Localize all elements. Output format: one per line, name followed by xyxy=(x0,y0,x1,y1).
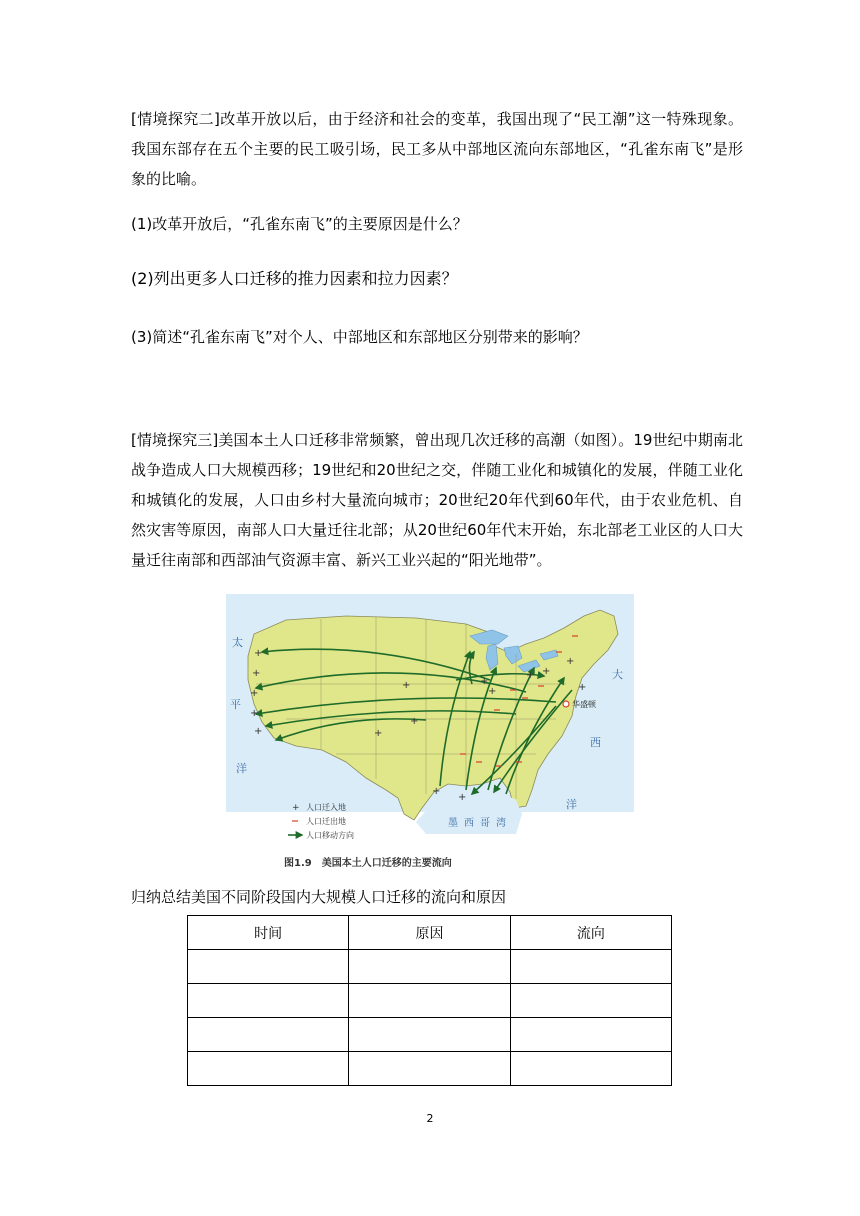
svg-text:+: + xyxy=(432,786,441,797)
table-cell[interactable] xyxy=(349,1018,510,1052)
svg-text:+: + xyxy=(292,803,300,813)
svg-text:+: + xyxy=(374,728,383,739)
header-reason: 原因 xyxy=(349,916,510,950)
svg-text:+: + xyxy=(458,792,467,803)
atlantic-char-1: 大 xyxy=(612,668,623,681)
legend-out: 人口迁出地 xyxy=(306,817,346,826)
table-row xyxy=(188,1052,672,1086)
svg-text:+: + xyxy=(480,676,489,687)
map-caption: 图1.9 美国本土人口迁移的主要流向 xyxy=(284,858,452,869)
gulf-label: 墨西哥湾 xyxy=(448,818,512,829)
header-time: 时间 xyxy=(188,916,349,950)
svg-text:+: + xyxy=(254,648,263,659)
legend-direction: 人口移动方向 xyxy=(306,831,354,840)
svg-text:+: + xyxy=(250,708,259,719)
header-direction: 流向 xyxy=(510,916,671,950)
table-cell[interactable] xyxy=(349,984,510,1018)
table-row xyxy=(188,950,672,984)
summary-title: 归纳总结美国不同阶段国内大规模人口迁移的流向和原因 xyxy=(131,888,507,906)
svg-text:+: + xyxy=(410,716,419,727)
table-cell[interactable] xyxy=(510,950,671,984)
question-3: (3)简述“孔雀东南飞”对个人、中部地区和东部地区分别带来的影响？ xyxy=(131,328,588,346)
pacific-char-1: 太 xyxy=(232,636,243,649)
table-header-row xyxy=(188,916,672,950)
washington-marker xyxy=(563,701,569,707)
table-cell[interactable] xyxy=(510,984,671,1018)
svg-text:+: + xyxy=(250,688,259,699)
table-cell[interactable] xyxy=(349,1052,510,1086)
table-cell[interactable] xyxy=(188,950,349,984)
table-cell[interactable] xyxy=(349,950,510,984)
table-cell[interactable] xyxy=(188,1018,349,1052)
pacific-char-2: 平 xyxy=(230,698,241,711)
svg-text:+: + xyxy=(542,666,551,677)
map-legend xyxy=(288,802,354,840)
svg-text:+: + xyxy=(578,682,587,693)
page-number: 2 xyxy=(426,1112,434,1125)
us-migration-map xyxy=(226,594,634,876)
svg-text:+: + xyxy=(402,680,411,691)
question-2: (2)列出更多人口迁移的推力因素和拉力因素？ xyxy=(131,269,458,288)
table-row xyxy=(188,984,672,1018)
summary-table xyxy=(187,915,672,1086)
svg-text:+: + xyxy=(566,656,575,667)
city-label: 华盛顿 xyxy=(572,700,596,709)
table-cell[interactable] xyxy=(510,1052,671,1086)
svg-text:+: + xyxy=(252,668,261,679)
table-cell[interactable] xyxy=(188,984,349,1018)
table-row xyxy=(188,1018,672,1052)
svg-text:+: + xyxy=(254,726,263,737)
atlantic-char-3: 洋 xyxy=(566,798,577,811)
question-1: (1)改革开放后，“孔雀东南飞”的主要原因是什么？ xyxy=(131,215,468,233)
pacific-char-3: 洋 xyxy=(236,762,247,775)
svg-text:+: + xyxy=(488,686,497,697)
legend-in: 人口迁入地 xyxy=(306,803,346,812)
section2-intro: [情境探究二]改革开放以后，由于经济和社会的变革，我国出现了“民工潮”这一特殊现象。我国东部存在五个主要的民工吸引场，民工多从中部地区流向东部地区，“孔雀东南飞”是形象的比喻。 xyxy=(131,110,743,188)
atlantic-char-2: 西 xyxy=(590,736,601,749)
table-cell[interactable] xyxy=(510,1018,671,1052)
svg-text:+: + xyxy=(526,670,535,681)
section3-intro: [情境探究三]美国本土人口迁移非常频繁，曾出现几次迁移的高潮（如图）。19世纪中期南北战争造成人口大规模西移；19世纪和20世纪之交，伴随工业化和城镇化的发展，伴随工业化和城镇化的发展，人口由乡村大量流向城市；20世纪20年代到60年代，由于农业危机、自然灾害等原因，南部人口大量迁往北部；从20世纪60年代末开始，东北部老工业区的人口大量迁往南部和西部油气资源丰富、新兴工业兴起的“阳光地带”。 xyxy=(131,431,743,569)
table-cell[interactable] xyxy=(188,1052,349,1086)
